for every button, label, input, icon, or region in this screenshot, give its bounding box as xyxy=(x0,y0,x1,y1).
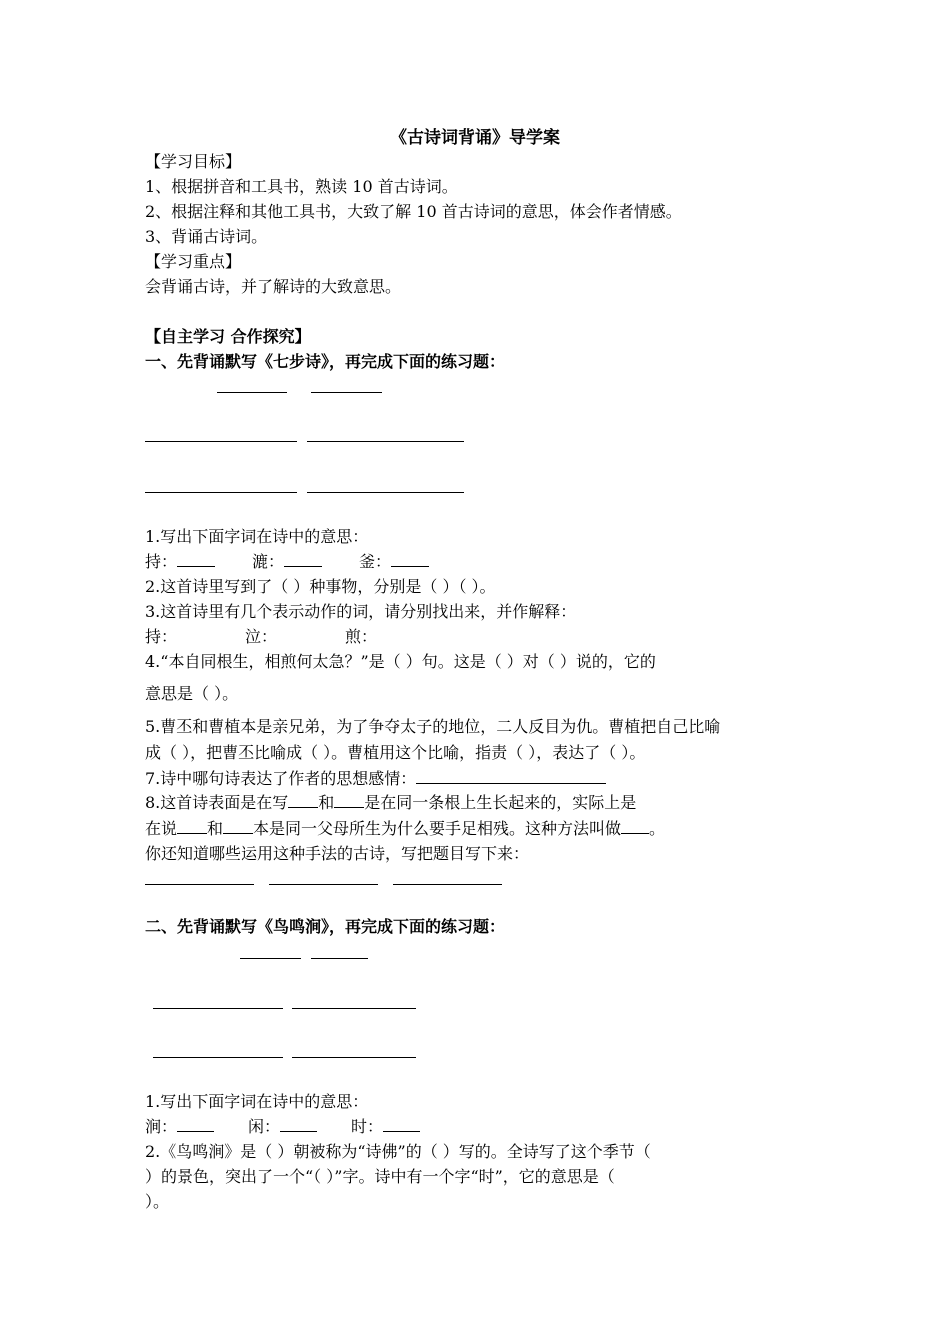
s1-q7: 7.诗中哪句诗表达了作者的思想感情： xyxy=(145,769,417,788)
s2-q2c: ）。 xyxy=(145,1192,170,1211)
s1-q8a: 8.这首诗表面是在写 xyxy=(145,793,289,812)
term-lu-blank[interactable] xyxy=(284,551,322,567)
s1-q8-blank-3[interactable] xyxy=(177,818,207,834)
term-jian: 涧： xyxy=(145,1117,178,1136)
term-fu-blank[interactable] xyxy=(391,551,429,567)
s1-q8b-end: 。 xyxy=(649,819,666,838)
s1-q8b-mid: 和 xyxy=(207,819,224,838)
verb-chi: 持： xyxy=(145,627,178,646)
focus-text: 会背诵古诗，并了解诗的大致意思。 xyxy=(145,277,402,296)
verb-qi: 泣： xyxy=(245,627,278,646)
poem2-line4-blank[interactable] xyxy=(292,1057,416,1058)
s2-q2b: ）的景色，突出了一个“（ ）”字。诗中有一个字“时”，它的意思是（ xyxy=(145,1167,615,1186)
goal-item-2: 2、根据注释和其他工具书，大致了解 10 首古诗词的意思，体会作者情感。 xyxy=(145,202,682,221)
page-title: 《古诗词背诵》导学案 xyxy=(390,128,560,148)
s1-q7-blank[interactable] xyxy=(416,768,606,784)
study-heading: 【自主学习 合作探究】 xyxy=(145,327,311,346)
poem1-line2-blank[interactable] xyxy=(307,441,464,442)
poem2-line3-blank[interactable] xyxy=(153,1057,283,1058)
poem1-line4-blank[interactable] xyxy=(307,492,464,493)
s1-q8b-start: 在说 xyxy=(145,819,178,838)
s1-q3: 3.这首诗里有几个表示动作的词，请分别找出来，并作解释： xyxy=(145,602,577,621)
term-xian-blank[interactable] xyxy=(280,1116,317,1132)
goal-item-3: 3、背诵古诗词。 xyxy=(145,227,268,246)
s1-q8c: 你还知道哪些运用这种手法的古诗，写把题目写下来： xyxy=(145,844,530,863)
s1-q8-blank-2[interactable] xyxy=(334,792,364,808)
s1-q8-blank-1[interactable] xyxy=(288,792,318,808)
section2-heading: 二、先背诵默写《鸟鸣涧》，再完成下面的练习题： xyxy=(145,917,506,936)
poem-title-blank-2[interactable] xyxy=(269,884,378,885)
s1-q8b-line xyxy=(145,818,665,840)
s1-q4a: 4.“本自同根生，相煎何太急？”是（ ）句。这是（ ）对（ ）说的，它的 xyxy=(145,652,656,671)
poem2-line1-blank[interactable] xyxy=(153,1008,283,1009)
goal-item-1: 1、根据拼音和工具书，熟读 10 首古诗词。 xyxy=(145,177,458,196)
term-jian-blank[interactable] xyxy=(177,1116,214,1132)
poem1-line3-blank[interactable] xyxy=(145,492,297,493)
focus-heading: 【学习重点】 xyxy=(145,252,242,271)
s1-q8b-mid2: 本是同一父母所生为什么要手足相残。这种方法叫做 xyxy=(253,819,622,838)
goals-heading: 【学习目标】 xyxy=(145,152,242,171)
poem1-line1-blank[interactable] xyxy=(145,441,297,442)
poem2-line2-blank[interactable] xyxy=(292,1008,416,1009)
s1-q1-terms xyxy=(145,551,429,573)
poem2-author-blank[interactable] xyxy=(311,958,368,959)
s2-q1-terms xyxy=(145,1116,420,1138)
s1-q8-blank-5[interactable] xyxy=(621,818,649,834)
poem1-title-blank[interactable] xyxy=(217,392,287,393)
poem2-title-blank[interactable] xyxy=(240,958,301,959)
poem1-author-blank[interactable] xyxy=(311,392,382,393)
s1-q5b: 成（ ），把曹丕比喻成（ ）。曹植用这个比喻，指责（ ），表达了（ ）。 xyxy=(145,743,646,762)
s2-q1: 1.写出下面字词在诗中的意思： xyxy=(145,1092,369,1111)
s1-q8a-end: 是在同一条根上生长起来的，实际上是 xyxy=(364,793,637,812)
s1-q4b: 意思是（ ）。 xyxy=(145,684,239,703)
poem-title-blank-3[interactable] xyxy=(393,884,502,885)
term-chi-blank[interactable] xyxy=(177,551,215,567)
term-chi: 持： xyxy=(145,552,178,571)
s1-q8-blank-4[interactable] xyxy=(223,818,253,834)
term-shi-blank[interactable] xyxy=(383,1116,420,1132)
verb-jian: 煎： xyxy=(345,627,378,646)
s1-q8a-line xyxy=(145,792,636,814)
s1-q3-terms xyxy=(145,626,377,648)
s1-q7-line xyxy=(145,768,606,790)
poem-title-blank-1[interactable] xyxy=(145,884,254,885)
s1-q1: 1.写出下面字词在诗中的意思： xyxy=(145,527,369,546)
s2-q2a: 2.《鸟鸣涧》是（ ）朝被称为“诗佛”的（ ）写的。全诗写了这个季节（ xyxy=(145,1142,651,1161)
term-xian: 闲： xyxy=(248,1117,281,1136)
s1-q8a-mid: 和 xyxy=(318,793,335,812)
term-lu: 漉： xyxy=(252,552,285,571)
section1-heading: 一、先背诵默写《七步诗》，再完成下面的练习题： xyxy=(145,352,506,371)
term-fu: 釜： xyxy=(359,552,392,571)
term-shi: 时： xyxy=(351,1117,384,1136)
s1-q2: 2.这首诗里写到了（ ）种事物，分别是（ ）（ ）。 xyxy=(145,577,496,596)
s1-q5a: 5.曹丕和曹植本是亲兄弟，为了争夺太子的地位，二人反目为仇。曹植把自己比喻 xyxy=(145,717,721,736)
